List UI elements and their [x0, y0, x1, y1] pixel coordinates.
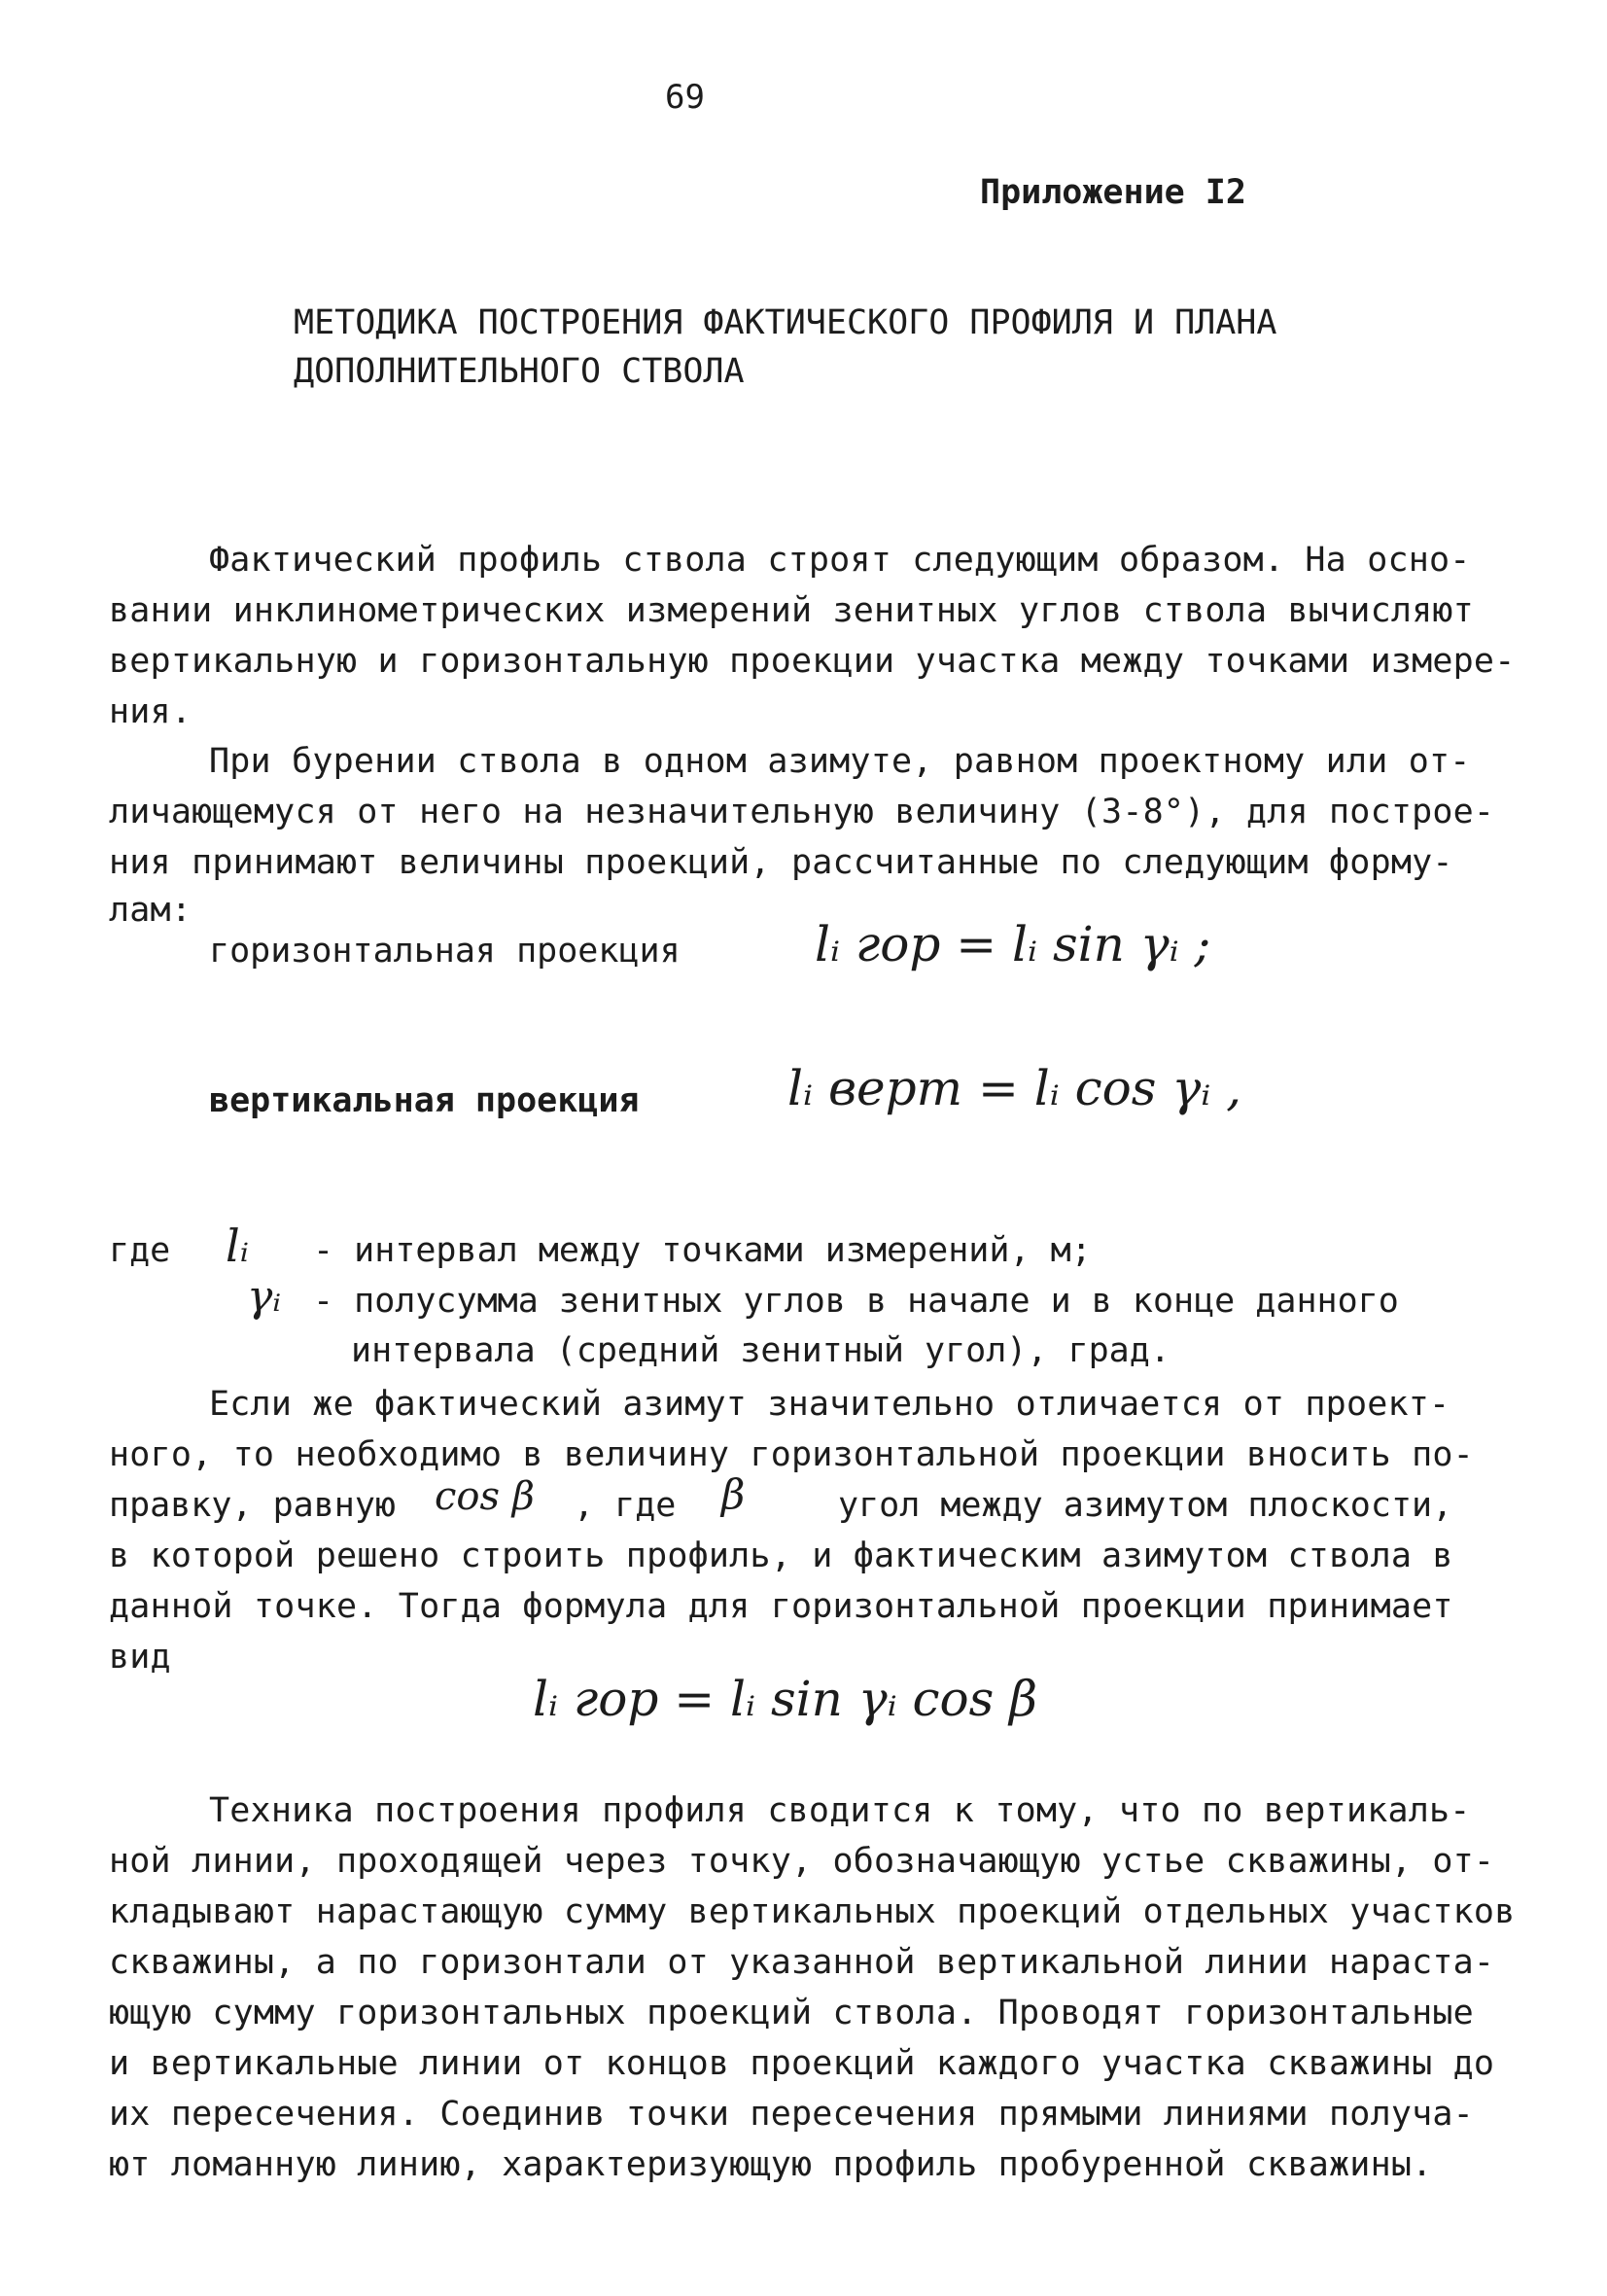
- definition-gamma-i-line-1: - полусумма зенитных углов в начале и в конце данного: [313, 1282, 1399, 1321]
- para4-line-2: ной линии, проходящей через точку, обозначающую устье скважины, от-: [109, 1842, 1495, 1881]
- para3-line-3c: угол между азимутом плоскости,: [838, 1486, 1453, 1525]
- para4-line-7: их пересечения. Соединив точки пересечения прямыми линиями получа-: [109, 2095, 1474, 2134]
- definition-gamma-i-line-2: интервала (средний зенитный угол), град.: [351, 1331, 1170, 1370]
- horizontal-projection-label: горизонтальная проекция: [209, 932, 681, 971]
- definition-l-i: - интервал между точками измерений, м;: [313, 1231, 1092, 1270]
- para3-line-3b: , где: [574, 1486, 677, 1525]
- para1-line-2: вании инклинометрических измерений зенитных углов ствола вычисляют: [109, 591, 1474, 630]
- inline-symbol-beta: β: [721, 1470, 746, 1518]
- page-number: 69: [665, 78, 705, 117]
- title-line-2: ДОПОЛНИТЕЛЬНОГО СТВОЛА: [294, 352, 745, 391]
- para3-line-6: вид: [109, 1638, 171, 1677]
- para4-line-3: кладывают нарастающую сумму вертикальных проекций отдельных участков: [109, 1892, 1516, 1931]
- para1-line-3: вертикальную и горизонтальную проекции участка между точками измере-: [109, 642, 1516, 681]
- vertical-projection-label: вертикальная проекция: [209, 1081, 640, 1120]
- para2-line-1: При бурении ствола в одном азимуте, равном проектному или от-: [209, 742, 1471, 781]
- para4-line-8: ют ломанную линию, характеризующую профиль пробуренной скважины.: [109, 2145, 1433, 2184]
- appendix-label: Приложение I2: [980, 173, 1246, 212]
- where-word: где: [109, 1231, 171, 1270]
- symbol-l-i: lᵢ: [226, 1219, 249, 1272]
- para3-line-5: данной точке. Тогда формула для горизонтальной проекции принимает: [109, 1587, 1453, 1626]
- para1-line-4: ния.: [109, 692, 192, 731]
- para3-line-4: в которой решено строить профиль, и фактическим азимутом ствола в: [109, 1537, 1453, 1575]
- symbol-gamma-i: γᵢ: [247, 1272, 282, 1322]
- corrected-horizontal-formula: lᵢ гор = lᵢ sin γᵢ cos β: [533, 1671, 1038, 1727]
- para4-line-1: Техника построения профиля сводится к тому, что по вертикаль-: [209, 1791, 1471, 1830]
- para1-line-1: Фактический профиль ствола строят следующим образом. На осно-: [209, 541, 1471, 580]
- title-line-1: МЕТОДИКА ПОСТРОЕНИЯ ФАКТИЧЕСКОГО ПРОФИЛЯ И ПЛАНА: [294, 303, 1277, 342]
- para2-line-4: лам:: [109, 891, 192, 930]
- para2-line-2: личающемуся от него на незначительную величину (3-8°), для построе-: [109, 793, 1495, 831]
- horizontal-projection-formula: lᵢ гор = lᵢ sin γᵢ ;: [815, 916, 1211, 972]
- para3-line-1: Если же фактический азимут значительно отличается от проект-: [209, 1385, 1450, 1424]
- para4-line-6: и вертикальные линии от концов проекций каждого участка скважины до: [109, 2044, 1495, 2083]
- para3-line-2: ного, то необходимо в величину горизонтальной проекции вносить по-: [109, 1435, 1474, 1474]
- para4-line-5: ющую сумму горизонтальных проекций ствола. Проводят горизонтальные: [109, 1994, 1474, 2032]
- inline-formula-cos-beta: cos β: [435, 1474, 535, 1519]
- para4-line-4: скважины, а по горизонтали от указанной вертикальной линии нараста-: [109, 1943, 1495, 1982]
- para2-line-3: ния принимают величины проекций, рассчитанные по следующим форму-: [109, 843, 1453, 882]
- para3-line-3a: правку, равную: [109, 1486, 397, 1525]
- vertical-projection-formula: lᵢ верт = lᵢ cos γᵢ ,: [787, 1060, 1242, 1116]
